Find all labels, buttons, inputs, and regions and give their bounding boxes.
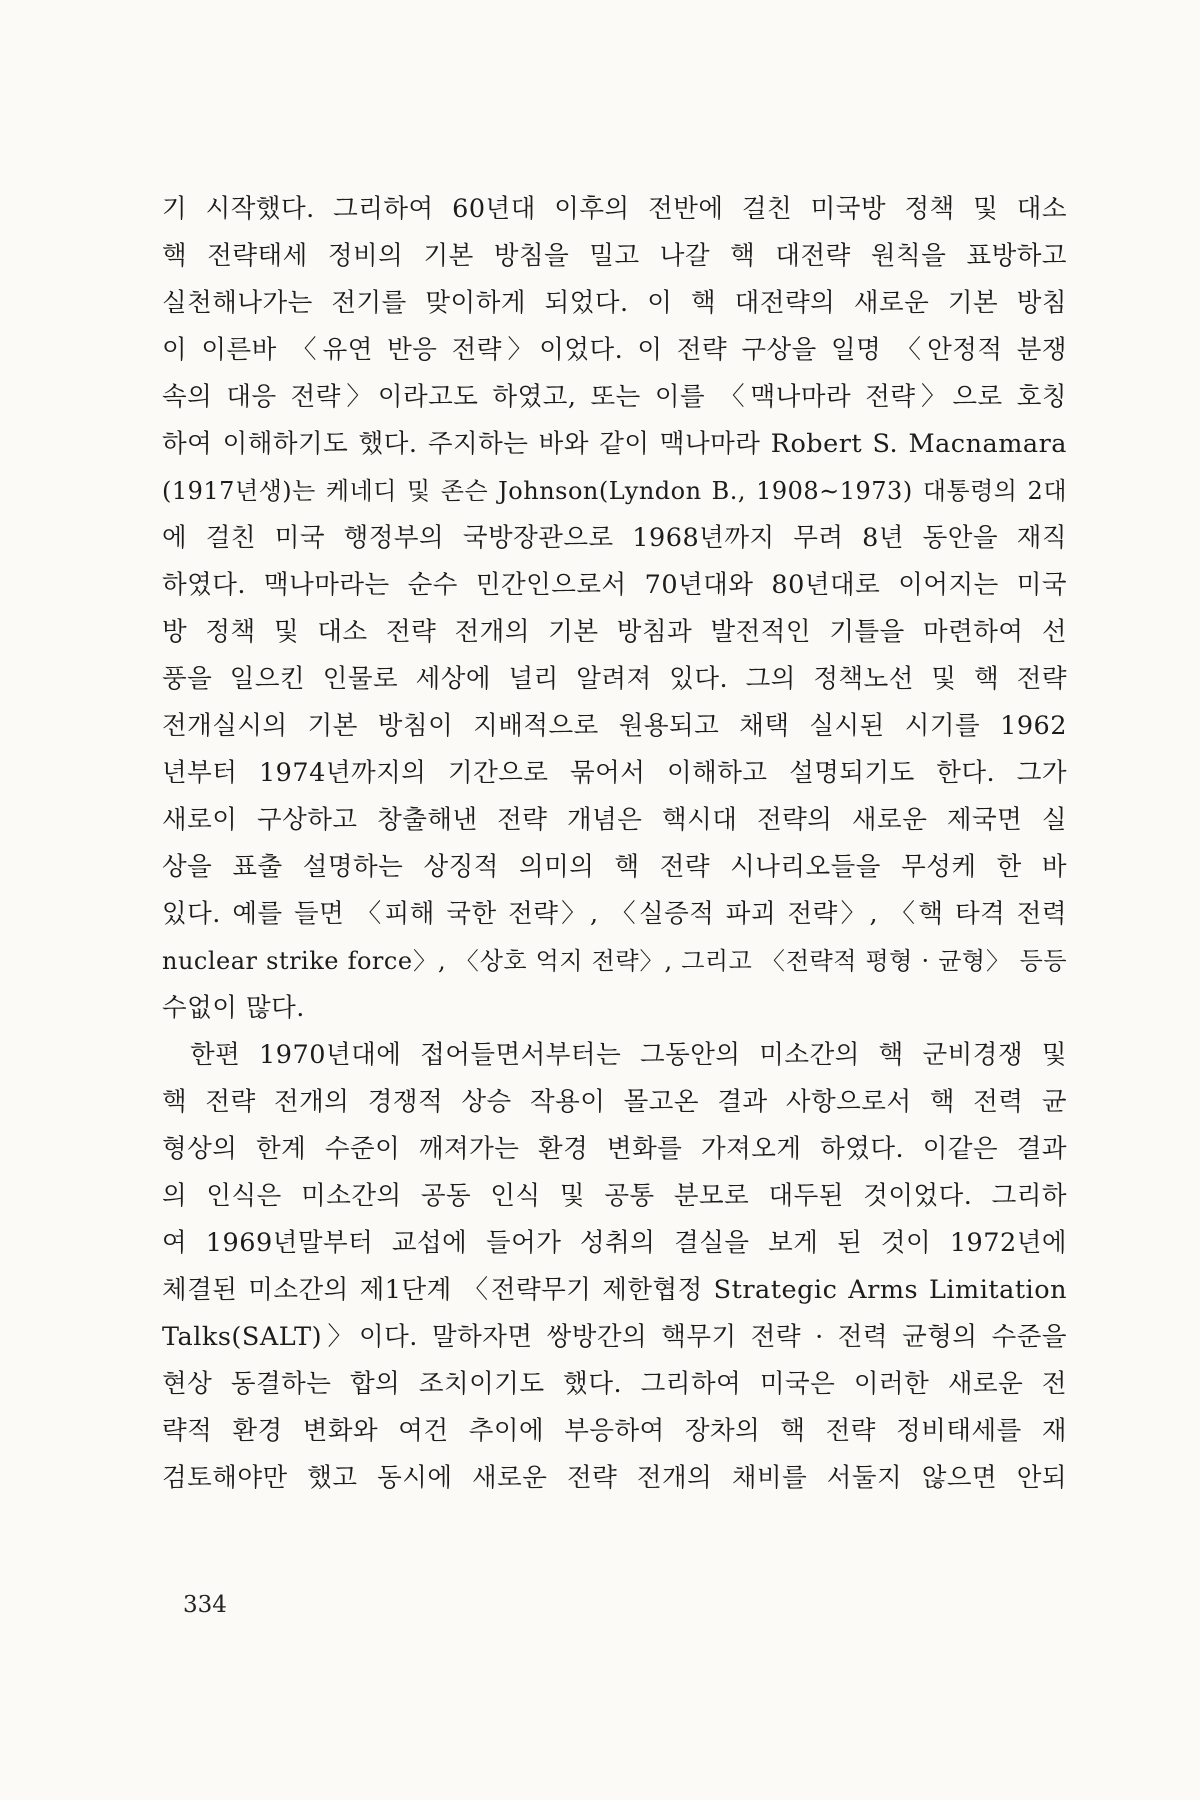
page-number: 334 (183, 1592, 227, 1618)
text-line: 의 인식은 미소간의 공동 인식 및 공통 분모로 대두된 것이었다. 그리하 (162, 1181, 1067, 1211)
text-line: 실천해나가는 전기를 맞이하게 되었다. 이 핵 대전략의 새로운 기본 방침 (162, 288, 1067, 318)
body-text (162, 186, 1067, 1502)
text-line: 체결된 미소간의 제1단계 〈전략무기 제한협정 Strategic Arms Limitation (162, 1275, 1067, 1305)
text-line: 핵 전략태세 정비의 기본 방침을 밀고 나갈 핵 대전략 원칙을 표방하고 (162, 241, 1067, 271)
text-line: 여 1969년말부터 교섭에 들어가 성취의 결실을 보게 된 것이 1972년에 (162, 1228, 1067, 1258)
paragraph-1 (162, 186, 1067, 1032)
text-line: 기 시작했다. 그리하여 60년대 이후의 전반에 걸친 미국방 정책 및 대소 (162, 194, 1068, 224)
text-line: 속의 대응 전략〉이라고도 하였고, 또는 이를 〈맥나마라 전략〉으로 호칭 (162, 382, 1067, 412)
text-line: 방 정책 및 대소 전략 전개의 기본 방침과 발전적인 기틀을 마련하여 선 (162, 617, 1067, 647)
text-line: 현상 동결하는 합의 조치이기도 했다. 그리하여 미국은 이러한 새로운 전 (162, 1369, 1067, 1399)
text-line: 에 걸친 미국 행정부의 국방장관으로 1968년까지 무려 8년 동안을 재직 (162, 523, 1067, 553)
text-line: 하였다. 맥나마라는 순수 민간인으로서 70년대와 80년대로 이어지는 미국 (162, 570, 1067, 600)
text-line: 한편 1970년대에 접어들면서부터는 그동안의 미소간의 핵 군비경쟁 및 (190, 1040, 1067, 1070)
text-line: 이 이른바 〈유연 반응 전략〉이었다. 이 전략 구상을 일명 〈안정적 분쟁 (162, 335, 1067, 365)
paragraph-2 (162, 1032, 1067, 1502)
text-line: 수없이 많다. (162, 993, 305, 1023)
text-line: 검토해야만 했고 동시에 새로운 전략 전개의 채비를 서둘지 않으면 안되 (162, 1463, 1067, 1493)
text-line: 하여 이해하기도 했다. 주지하는 바와 같이 맥나마라 Robert S. Macnamara (162, 429, 1067, 459)
text-line: 상을 표출 설명하는 상징적 의미의 핵 전략 시나리오들을 무성케 한 바 (162, 852, 1067, 882)
text-line: 핵 전략 전개의 경쟁적 상승 작용이 몰고온 결과 사항으로서 핵 전력 균 (162, 1087, 1067, 1117)
text-line: (1917년생)는 케네디 및 존슨 Johnson(Lyndon B., 1908∼1973) 대통령의 2대 (162, 477, 1067, 505)
text-line: nuclear strike force〉, 〈상호 억지 전략〉, 그리고 〈전략적 평형 · 균형〉 등등 (162, 947, 1067, 975)
text-line: 새로이 구상하고 창출해낸 전략 개념은 핵시대 전략의 새로운 제국면 실 (162, 805, 1067, 835)
text-line: Talks(SALT)〉이다. 말하자면 쌍방간의 핵무기 전략 · 전력 균형의 수준을 (162, 1322, 1067, 1352)
text-line: 전개실시의 기본 방침이 지배적으로 원용되고 채택 실시된 시기를 1962 (162, 711, 1067, 741)
text-line: 년부터 1974년까지의 기간으로 묶어서 이해하고 설명되기도 한다. 그가 (162, 758, 1067, 788)
text-line: 풍을 일으킨 인물로 세상에 널리 알려져 있다. 그의 정책노선 및 핵 전략 (162, 664, 1067, 694)
text-line: 략적 환경 변화와 여건 추이에 부응하여 장차의 핵 전략 정비태세를 재 (162, 1416, 1067, 1446)
text-line: 형상의 한계 수준이 깨져가는 환경 변화를 가져오게 하였다. 이같은 결과 (162, 1134, 1067, 1164)
text-line: 있다. 예를 들면 〈피해 국한 전략〉, 〈실증적 파괴 전략〉, 〈핵 타격 전력 (162, 899, 1067, 929)
